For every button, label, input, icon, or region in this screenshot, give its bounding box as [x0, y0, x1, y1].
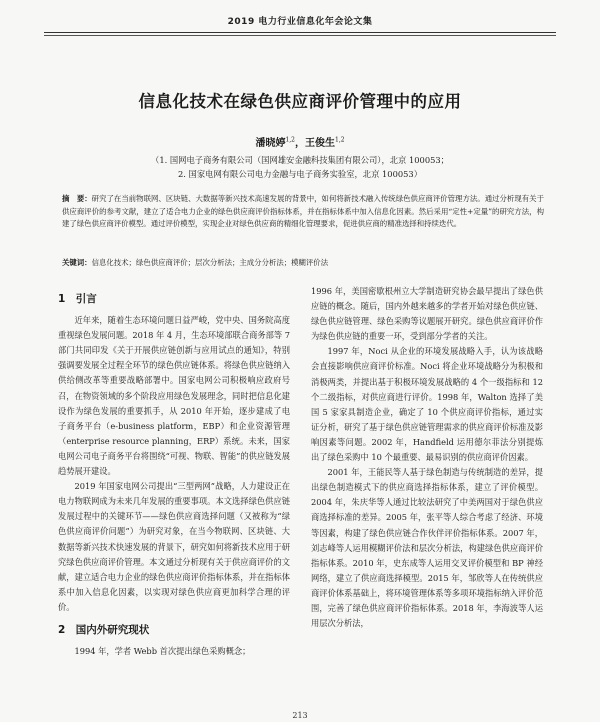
right-column [311, 284, 543, 631]
abstract [62, 193, 544, 231]
body-paragraph: 2019 年国家电网公司提出“三型两网”战略，人力建设正在电力物联网成为未来几年发展的重要事项。本文选择绿色供应链发展过程中的关键环节——绿色供应商选择问题（又被称为“绿色供应商评价问题”）为研究对象，在当今物联网、区块链、大数据等新兴技术快速发展的背景下，研究如何将新技术应用于研究绿色供应商评价管理。本文通过分析现有关于供应商评价的文献，建立适合电力企业的绿色供应商评价指标体系，并在指标体系中加入信息化因素，以实现对绿色供应商更加科学合理的评价。 [58, 481, 290, 612]
affiliation-1: （1. 国网电子商务有限公司（国网雄安金融科技集团有限公司），北京 100053； [151, 155, 449, 165]
author-name: 王俊生 [305, 138, 335, 149]
section-heading-introduction: 1 引言 [58, 293, 97, 305]
author-separator: ， [295, 138, 305, 149]
body-paragraph: 2001 年，王能民等人基于绿色制造与传统制造的差异，提出绿色制造模式下的供应商选择指标体系，建立了评价模型。2004 年，朱庆华等人通过比较法研究了中美两国对于绿色供应商选择标准的差异。2005 年，张平等人综合考虑了经济、环境等因素，构建了绿色供应链合作伙伴评价指标体系。2007 年，刘志峰等人运用模糊评价法和层次分析法，构建绿色供应商评价指标体系。2010 年，史东成等人运用交叉评价模型和 BP 神经网络，建立了供应商选择模型。2015 年，邹欣等人在传统供应商评价体系基础上，将环境管理体系等多项环境指标纳入评价范围，完善了绿色供应商评价指标体系。2018 年，李海波等人运用层次分析法， [311, 467, 543, 629]
body-paragraph: 1994 年，学者 Webb 首次提出绿色采购概念； [74, 646, 251, 657]
author-affiliation-mark: 1,2 [285, 136, 295, 144]
body-paragraph: 近年来，随着生态环境问题日益严峻，党中央、国务院高度重视绿色发展问题。2018 年 4 月，生态环境部联合商务部等 7 部门共同印发《关于开展供应链创新与应用试点的通知》，特别强调要发展全过程全环节的绿色供应链体系。将绿色供应链纳入供给侧改革等重要战略部署中。国家电网公司积极响应政府号召，在物资领域的多个阶段应用绿色发展理念，同时把信息化建设作为绿色发展的重要抓手，从 2010 年开始，逐步建成了电子商务平台（e-business platform，EBP）和企业资源管理（enterprise resource planning，ERP）系统。未来，国家电网公司电子商务平台将围绕“可视、物联、智能”的供应链发展趋势展开建设。 [58, 315, 290, 477]
paper-title: 信息化技术在绿色供应商评价管理中的应用 [138, 92, 462, 111]
author-affiliation-mark: 1,2 [335, 136, 345, 144]
abstract-label: 摘 要： [62, 194, 92, 203]
running-header: 2019 电力行业信息化年会论文集 [227, 17, 373, 27]
keywords-label: 关键词： [62, 258, 92, 267]
page-number: 213 [292, 711, 308, 720]
keywords [62, 257, 544, 269]
header-rule-thin [44, 35, 556, 36]
author-line [0, 134, 600, 149]
section-heading-research-status: 2 国内外研究现状 [58, 623, 150, 636]
body-paragraph: 1997 年，Noci 从企业的环境发展战略入手，认为该战略会直接影响供应商评价标准。Noci 将企业环境战略分为积极和消极两类，并提出基于积极环境发展战略的 4 个一级指标和 12 个二级指标，对供应商进行评价。1998 年，Walton 选择了美国 5 家家具制造企业，确定了 10 个供应商评价指标，通过实证分析，研究了基于绿色供应链管理需求的供应商评价标准及影响因素等问题。2002 年，Handfield 运用德尔菲法分别提炼出了绿色采购中 10 个最重要、最易识别的供应商评价因素。 [311, 346, 543, 463]
left-column [58, 284, 290, 659]
body-paragraph: 1996 年，美国密歇根州立大学制造研究协会最早提出了绿色供应链的概念。随后，国内外越来越多的学者开始对绿色供应链、绿色供应链管理、绿色采购等议题展开研究。绿色供应商评价作为绿色供应链的重要一环，受到部分学者的关注。 [311, 286, 543, 342]
header-rule [44, 32, 556, 33]
abstract-text: 研究了在当前物联网、区块链、大数据等新兴技术高速发展的背景中，如何将新技术融入传统绿色供应商评价管理方法。通过分析现有关于供应商评价的参考文献，建立了适合电力企业的绿色供应商评价指标体系，并在指标体系中加入信息化因素。然后采用“定性+定量”的研究方法，构建了绿色供应商评价模型。通过评价模型，实现企业对绿色供应商的精细化管理要求，促进供应商的精准选择和持续迭代。 [62, 194, 544, 229]
keywords-text: 信息化技术；绿色供应商评价；层次分析法；主成分分析法；模糊评价法 [91, 258, 329, 267]
author-name: 潘晓婷 [255, 138, 286, 149]
affiliation-2: 2. 国家电网有限公司电力金融与电子商务实验室，北京 100053） [178, 169, 422, 179]
